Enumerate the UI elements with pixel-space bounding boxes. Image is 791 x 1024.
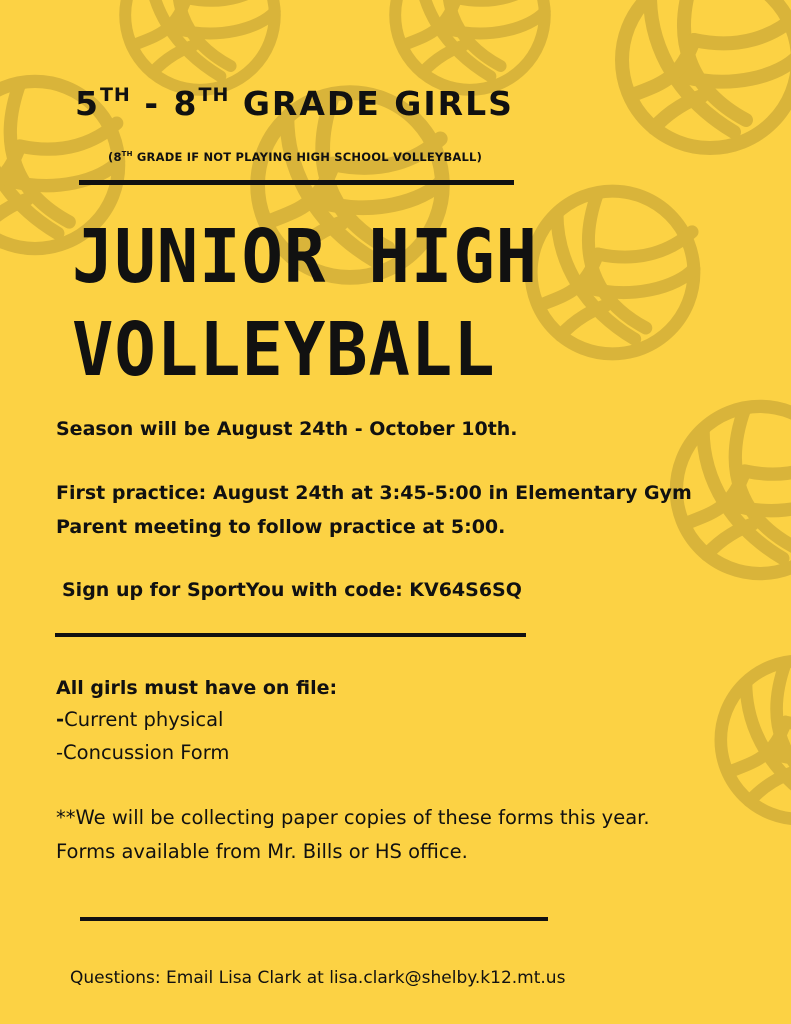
title-line-1: JUNIOR HIGH (72, 214, 539, 300)
signup-code: Sign up for SportYou with code: KV64S6SQ (62, 579, 522, 601)
title-line-2: VOLLEYBALL (72, 307, 496, 393)
volleyball-icon (520, 180, 705, 365)
details-divider (55, 633, 526, 637)
volleyball-icon (610, 0, 791, 160)
grade-heading: 5TH - 8TH GRADE GIRLS (75, 84, 514, 123)
contact-line: Questions: Email Lisa Clark at lisa.clark@shelby.k12.mt.us (70, 968, 566, 988)
requirement-concussion: -Concussion Form (56, 741, 230, 764)
requirements-heading: All girls must have on file: (56, 677, 338, 699)
footer-divider (80, 917, 548, 921)
volleyball-icon (710, 650, 791, 830)
season-dates: Season will be August 24th - October 10th. (56, 418, 518, 440)
grade-note: (8TH GRADE IF NOT PLAYING HIGH SCHOOL VOLLEYBALL) (108, 150, 483, 164)
parent-meeting: Parent meeting to follow practice at 5:00. (56, 516, 506, 538)
forms-note-2: Forms available from Mr. Bills or HS office. (56, 840, 468, 863)
first-practice: First practice: August 24th at 3:45-5:00 in Elementary Gym (56, 482, 692, 504)
requirement-physical: -Current physical (56, 708, 224, 731)
forms-note-1: **We will be collecting paper copies of these forms this year. (56, 806, 650, 829)
header-divider (79, 180, 514, 185)
